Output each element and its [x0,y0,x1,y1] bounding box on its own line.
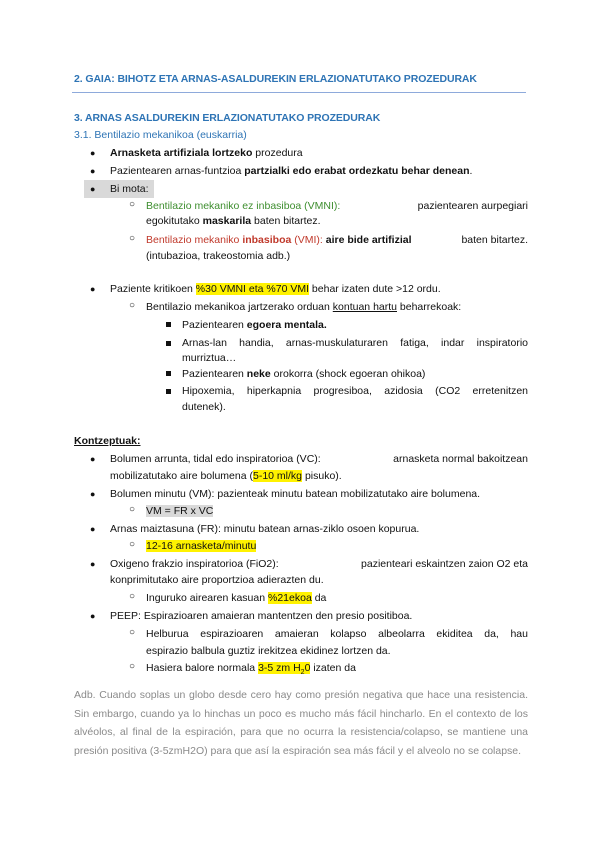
circle-bullet-icon: ○ [129,233,136,244]
list-item: Arnasketa artifiziala lortzeko prozedura [110,147,303,159]
list-item-continuation: (intubazioa, trakeostomia adb.) [146,250,291,262]
circle-bullet-icon: ○ [129,504,136,515]
concept-item: Bolumen arrunta, tidal edo inspiratorioa (VC): arnasketa normal bakoitzean [110,453,528,465]
list-item-continuation: dutenek). [182,401,226,413]
concept-subitem: 12-16 arnasketa/minutu [146,540,257,552]
square-bullet-icon [166,389,171,394]
concept-subitem: Inguruko airearen kasuan %21ekoa da [146,592,327,604]
bullet-icon: ● [90,166,96,176]
bullet-icon: ● [90,284,96,294]
list-item: Pazientearen neke orokorra (shock egoeran ohikoa) [182,368,426,380]
chapter-heading: 2. GAIA: BIHOTZ ETA ARNAS-ASALDUREKIN ERLAZIONATUTAKO PROZEDURAK [74,73,477,85]
concept-subitem: Hasiera balore normala 3-5 zm $H_20$ izaten da [146,662,356,677]
example-note: Adb. Cuando soplas un globo desde cero hay como presión negativa que hace una resistencia. Sin embargo, cuando ya lo hinchas un poco es mucho más fácil hincharlo. En el contexto de los alvéolos, al final de la espiración, para que no ocurra la resistencia/colapso, se mantiene una presión positiva (3-5zmH2O) para que así la espiración sea más fácil y el alveolo no se colapse. [74,689,528,757]
square-bullet-icon [166,341,171,346]
bullet-icon: ● [90,184,96,194]
list-item: Arnas-lan handia, arnas-muskulaturaren fatiga, indar inspiratorio [182,337,528,349]
bullet-icon: ● [90,611,96,621]
subsection-heading: 3.1. Bentilazio mekanikoa (euskarria) [74,129,247,141]
list-item: Bentilazio mekaniko inbasiboa (VMI): aire bide artifizial baten bitartez. [146,234,528,246]
list-item: Bentilazio mekaniko ez inbasiboa (VMNI): pazientearen aurpegiari [146,200,528,212]
circle-bullet-icon: ○ [129,661,136,672]
concept-subitem: Helburua espirazioaren amaieran kolapso albeolarra ekiditea da, hau [146,628,528,640]
list-item-continuation: murriztua… [182,352,237,364]
concepts-title: Kontzeptuak: [74,435,141,447]
concept-item-continuation: mobilizatutako aire bolumena (5-10 ml/kg pisuko). [110,470,342,482]
bullet-icon: ● [90,148,96,158]
bullet-icon: ● [90,489,96,499]
circle-bullet-icon: ○ [129,300,136,311]
concept-item-continuation: konprimitutako aire proportzioa adierazten du. [110,574,324,586]
bullet-icon: ● [90,454,96,464]
concept-item: PEEP: Espirazioaren amaieran mantentzen den presio positiboa. [110,610,413,622]
circle-bullet-icon: ○ [129,539,136,550]
list-item: Bentilazio mekanikoa jartzerako orduan kontuan hartu beharrekoak: [146,301,462,313]
circle-bullet-icon: ○ [129,627,136,638]
concept-subitem-continuation: espirazio balbula guztiz irekitzea ekidinez lortzen da. [146,645,391,657]
list-item: Pazientearen arnas-funtzioa partzialki edo erabat ordezkatu behar denean. [110,165,473,177]
concept-item: Bolumen minutu (VM): pazienteak minutu batean mobilizatutako aire bolumena. [110,488,481,500]
list-item: Bi mota: [110,183,149,195]
concept-item: Oxigeno frakzio inspiratorioa (FiO2): pazienteari eskaintzen zaion O2 eta [110,558,528,570]
square-bullet-icon [166,322,171,327]
concept-subitem: VM = FR x VC [146,505,214,517]
bullet-icon: ● [90,559,96,569]
bullet-icon: ● [90,524,96,534]
circle-bullet-icon: ○ [129,591,136,602]
heading-rule [72,92,526,93]
list-item-continuation: egokitutako maskarila baten bitartez. [146,215,321,227]
list-item: Hipoxemia, hiperkapnia progresiboa, azidosia (CO2 erretenitzen [182,385,528,397]
list-item: Paziente kritikoen %30 VMNI eta %70 VMI behar izaten dute >12 ordu. [110,283,441,295]
concept-item: Arnas maiztasuna (FR): minutu batean arnas-ziklo osoen kopurua. [110,523,420,535]
circle-bullet-icon: ○ [129,199,136,210]
list-item: Pazientearen egoera mentala. [182,319,327,331]
square-bullet-icon [166,371,171,376]
section-heading: 3. ARNAS ASALDUREKIN ERLAZIONATUTAKO PROZEDURAK [74,112,381,124]
